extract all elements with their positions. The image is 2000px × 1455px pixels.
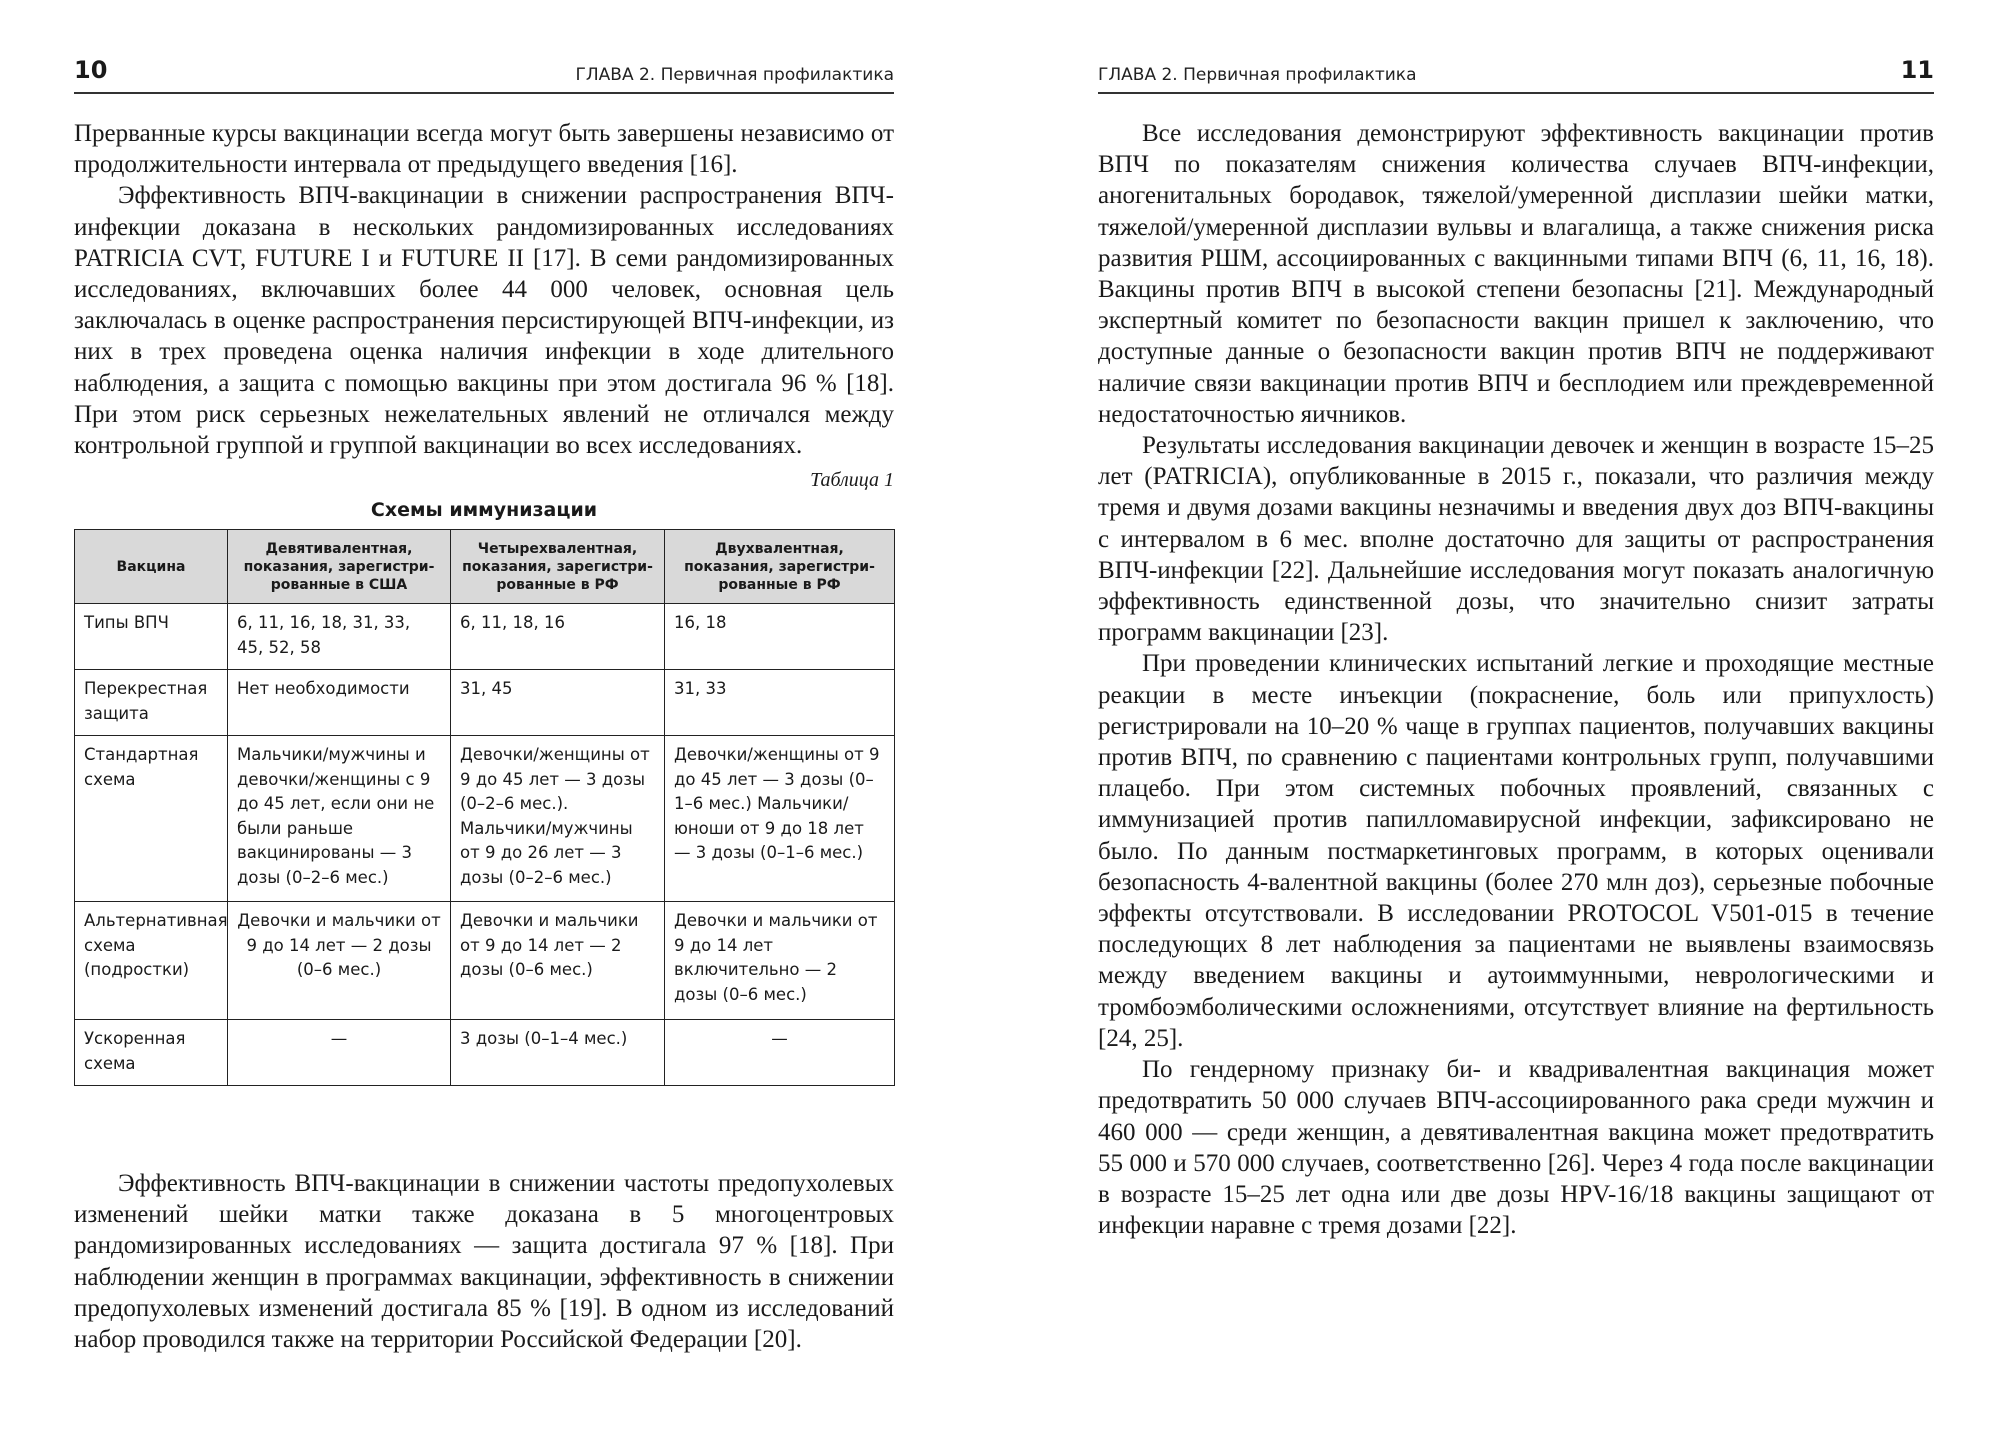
table-row [75,736,895,902]
table-header-cell: Вакцина [75,530,228,604]
row-label: Ускоренная схема [75,1020,228,1086]
table-row [75,1020,895,1086]
table-cell: Нет необходимости [228,670,451,736]
table-cell: 6, 11, 18, 16 [451,604,665,670]
table-cell: Девочки/женщины от 9 до 45 лет — 3 дозы (0–1–6 мес.) Мальчики/юноши от 9 до 18 лет — 3 дозы (0–1–6 мес.) [665,736,895,902]
table-cell: Девочки/женщины от 9 до 45 лет — 3 дозы (0–2–6 мес.). Мальчики/мужчины от 9 до 26 лет — 3 дозы (0–2–6 мес.) [451,736,665,902]
table-header-cell: Девятивалентная, показания, зарегистри- рованные в США [228,530,451,604]
paragraph: Эффективность ВПЧ-вакцинации в снижении распространения ВПЧ-инфекции доказана в нескольких рандомизированных исследованиях PATRICIA CVT, FUTURE I и FUTURE II [17]. В семи рандомизированных исследованиях, включавших более 44 000 человек, основная цель заключалась в оценке распространения персистирующей ВПЧ-инфекции, из них в трех проведена оценка наличия инфекции в ходе длительного наблюдения, а защита с помощью вакцины при этом достигала 96 % [18]. При этом риск серьезных нежелательных явлений не отличался между контрольной группой и группой вакцинации во всех исследованиях. [74,182,894,460]
table-row [75,902,895,1020]
right-text [1098,118,1934,1241]
row-label: Перекрестная защита [75,670,228,736]
table-cell: 31, 33 [665,670,895,736]
right-page [1098,0,1934,1455]
table-header-row [75,530,895,604]
running-head-left [74,56,894,94]
row-label: Стандартная схема [75,736,228,902]
table-cell: 31, 45 [451,670,665,736]
running-head-right [1098,56,1934,94]
left-text-bottom [74,1168,894,1355]
table-cell: 3 дозы (0–1–4 мес.) [451,1020,665,1086]
row-label: Альтернативная схема (подростки) [75,902,228,1020]
page-number: 11 [1900,56,1934,84]
table-header-cell: Четырехвалентная, показания, зарегистри- рованные в РФ [451,530,665,604]
paragraph: Эффективность ВПЧ-вакцинации в снижении частоты предопухолевых изменений шейки матки также доказана в 5 многоцентровых рандомизированных исследованиях — защита достигала 97 % [18]. При наблюдении женщин в программах вакцинации, эффективность в снижении предопухолевых изменений достигала 85 % [19]. В одном из исследований набор проводился также на территории Российской Федерации [20]. [74,1170,894,1354]
table-cell: 16, 18 [665,604,895,670]
table-header-cell: Двухвалентная, показания, зарегистри- рованные в РФ [665,530,895,604]
table-cell: — [665,1020,895,1086]
page-number: 10 [74,56,108,84]
left-text-top [74,118,894,1086]
table-cell: Девочки и мальчики от 9 до 14 лет — 2 дозы (0–6 мес.) [228,902,451,1020]
paragraph: Все исследования демонстрируют эффективность вакцинации против ВПЧ по показателям снижения количества случаев ВПЧ-инфекции, аногенитальных бородавок, тяжелой/умеренной дисплазии шейки матки, тяжелой/умеренной дисплазии вульвы и влагалища, а также снижения риска развития РШМ, ассоциированных с вакцинными типами ВПЧ (6, 11, 16, 18). Вакцины против ВПЧ в высокой степени безопасны [21]. Международный экспертный комитет по безопасности вакцин пришел к заключению, что доступные данные о безопасности вакцин против ВПЧ не поддерживают наличие связи вакцинации против ВПЧ и бесплодием или преждевременной недостаточностью яичников. [1098,120,1934,428]
table-row [75,670,895,736]
left-page [74,0,894,1455]
table-row [75,604,895,670]
paragraph: Результаты исследования вакцинации девочек и женщин в возрасте 15–25 лет (PATRICIA), опубликованные в 2015 г., показали, что различия между тремя и двумя дозами вакцины незначимы и введения двух доз ВПЧ-вакцины с интервалом в 6 мес. вполне достаточно для защиты от распространения ВПЧ-инфекции [22]. Дальнейшие исследования могут показать аналогичную эффективность единственной дозы, что значительно снизит затраты программ вакцинации [23]. [1098,432,1934,647]
table-cell: Девочки и мальчики от 9 до 14 лет — 2 дозы (0–6 мес.) [451,902,665,1020]
paragraph: Прерванные курсы вакцинации всегда могут быть завершены независимо от продолжительности интервала от предыдущего введения [16]. [74,120,894,179]
immunization-table [74,529,895,1086]
paragraph: При проведении клинических испытаний легкие и проходящие местные реакции в месте инъекции (покраснение, боль или припухлость) регистрировали на 10–20 % чаще в группах пациентов, получавших вакцины против ВПЧ, по сравнению с пациентами контрольных групп, получавшими плацебо. При этом системных побочных проявлений, связанных с иммунизацией против папилломавирусной инфекции, зафиксировано не было. По данным постмаркетинговых программ, в которых оценивали безопасность 4-валентной вакцины (более 270 млн доз), серьезные побочные эффекты отсутствовали. В исследовании PROTOCOL V501-015 в течение последующих 8 лет наблюдения за пациентами не выявлены взаимосвязь между введением вакцины и аутоиммунными, неврологическими и тромбоэмболическими осложнениями, отсутствует влияние на фертильность [24, 25]. [1098,650,1934,1052]
row-label: Типы ВПЧ [75,604,228,670]
table-cell: — [228,1020,451,1086]
chapter-title: ГЛАВА 2. Первичная профилактика [575,65,894,85]
table-title: Схемы иммунизации [370,499,598,522]
paragraph: По гендерному признаку би- и квадривалентная вакцинация может предотвратить 50 000 случаев ВПЧ-ассоциированного рака среди мужчин и 460 000 — среди женщин, а девятивалентная вакцина может предотвратить 55 000 и 570 000 случаев, соответственно [26]. Через 4 года после вакцинации в возрасте 15–25 лет одна или две дозы HPV-16/18 вакцины защищают от инфекции наравне с тремя дозами [22]. [1098,1056,1934,1240]
table-caption: Таблица 1 [810,469,894,492]
table-cell: Мальчики/мужчины и девочки/женщины с 9 до 45 лет, если они не были раньше вакцинированы — 3 дозы (0–2–6 мес.) [228,736,451,902]
table-cell: 6, 11, 16, 18, 31, 33, 45, 52, 58 [228,604,451,670]
table-cell: Девочки и мальчики от 9 до 14 лет включительно — 2 дозы (0–6 мес.) [665,902,895,1020]
chapter-title: ГЛАВА 2. Первичная профилактика [1098,65,1417,85]
